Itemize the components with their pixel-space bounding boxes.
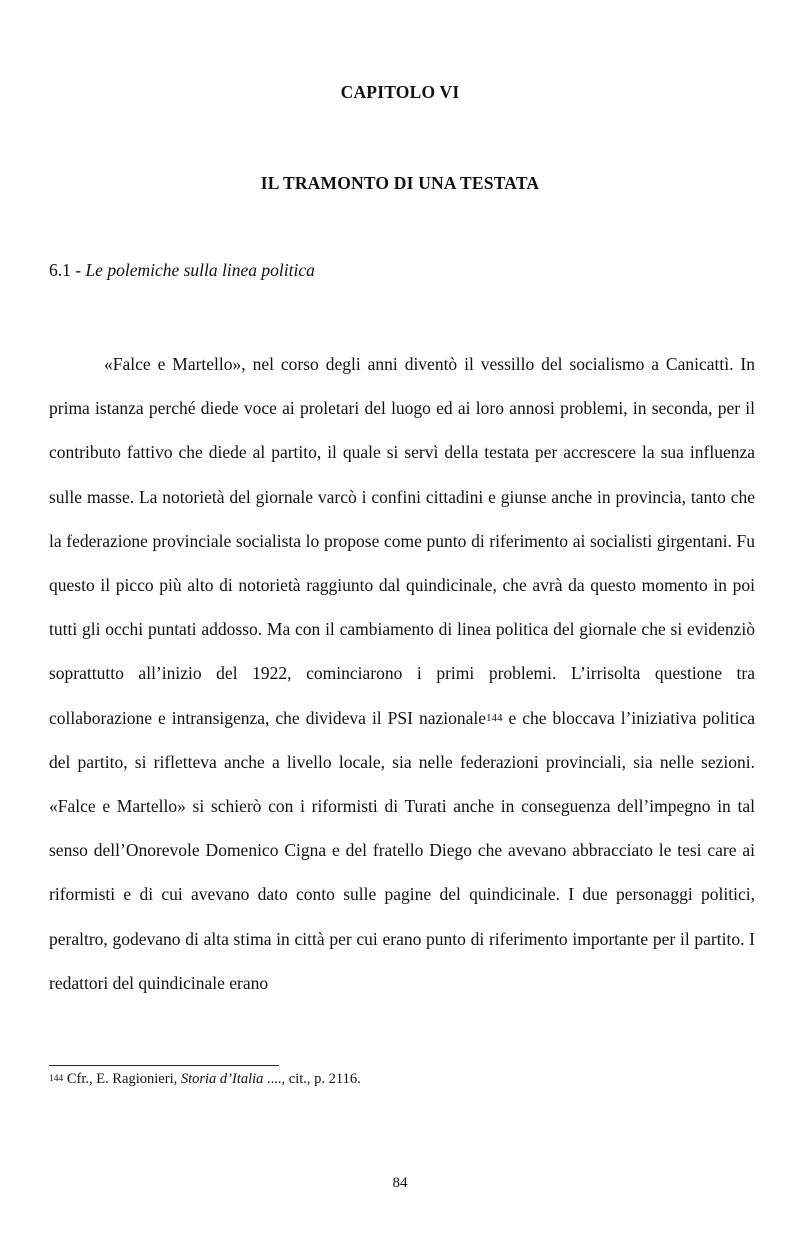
chapter-label: CAPITOLO VI [340, 82, 460, 102]
footnote [49, 1071, 755, 1088]
footnote-suffix: ...., cit., p. 2116. [263, 1071, 361, 1087]
body-paragraph [49, 342, 755, 1005]
footnote-reference: 144 [486, 711, 503, 724]
page-number: 84 [392, 1175, 408, 1191]
chapter-title: IL TRAMONTO DI UNA TESTATA [260, 173, 540, 193]
section-title: Le polemiche sulla linea politica [85, 260, 315, 280]
body-text-part-1: «Falce e Martello», nel corso degli anni diventò il vessillo del socialismo a Canicattì. In prima istanza perché diede voce ai proletari del luogo ed ai loro annosi problemi, in seconda, per il contributo fattivo che diede al partito, il quale si servì della testata per accrescere la sua influenza sulle masse. La notorietà del giornale varcò i confini cittadini e giunse anche in provincia, tanto che la federazione provinciale socialista lo propose come punto di riferimento ai socialisti girgentani. Fu questo il picco più alto di notorietà raggiunto dal quindicinale, che avrà da questo momento in poi tutti gli occhi puntati addosso. Ma con il cambiamento di linea politica del giornale che si evidenziò soprattutto all’inizio del 1922, cominciarono i primi problemi. L’irrisolta questione tra collaborazione e intransigenza, che divideva il PSI nazionale [49, 354, 755, 728]
section-heading [49, 260, 315, 281]
footnote-divider [49, 1065, 279, 1066]
section-number: 6.1 - [49, 260, 86, 280]
footnote-work-title: Storia d’Italia [180, 1071, 264, 1087]
body-text-part-2: e che bloccava l’iniziativa politica del partito, si rifletteva anche a livello locale, sia nelle federazioni provinciali, sia nelle sezioni. «Falce e Martello» si schierò con i riformisti di Turati anche in conseguenza dell’impegno in tal senso dell’Onorevole Domenico Cigna e del fratello Diego che avevano abbracciato le tesi care ai riformisti e di cui avevano dato conto sulle pagine del quindicinale. I due personaggi politici, peraltro, godevano di alta stima in città per cui erano punto di riferimento importante per il partito. I redattori del quindicinale erano [49, 707, 755, 993]
footnote-number: 144 [49, 1074, 64, 1084]
footnote-prefix: Cfr., E. Ragionieri, [63, 1071, 181, 1087]
